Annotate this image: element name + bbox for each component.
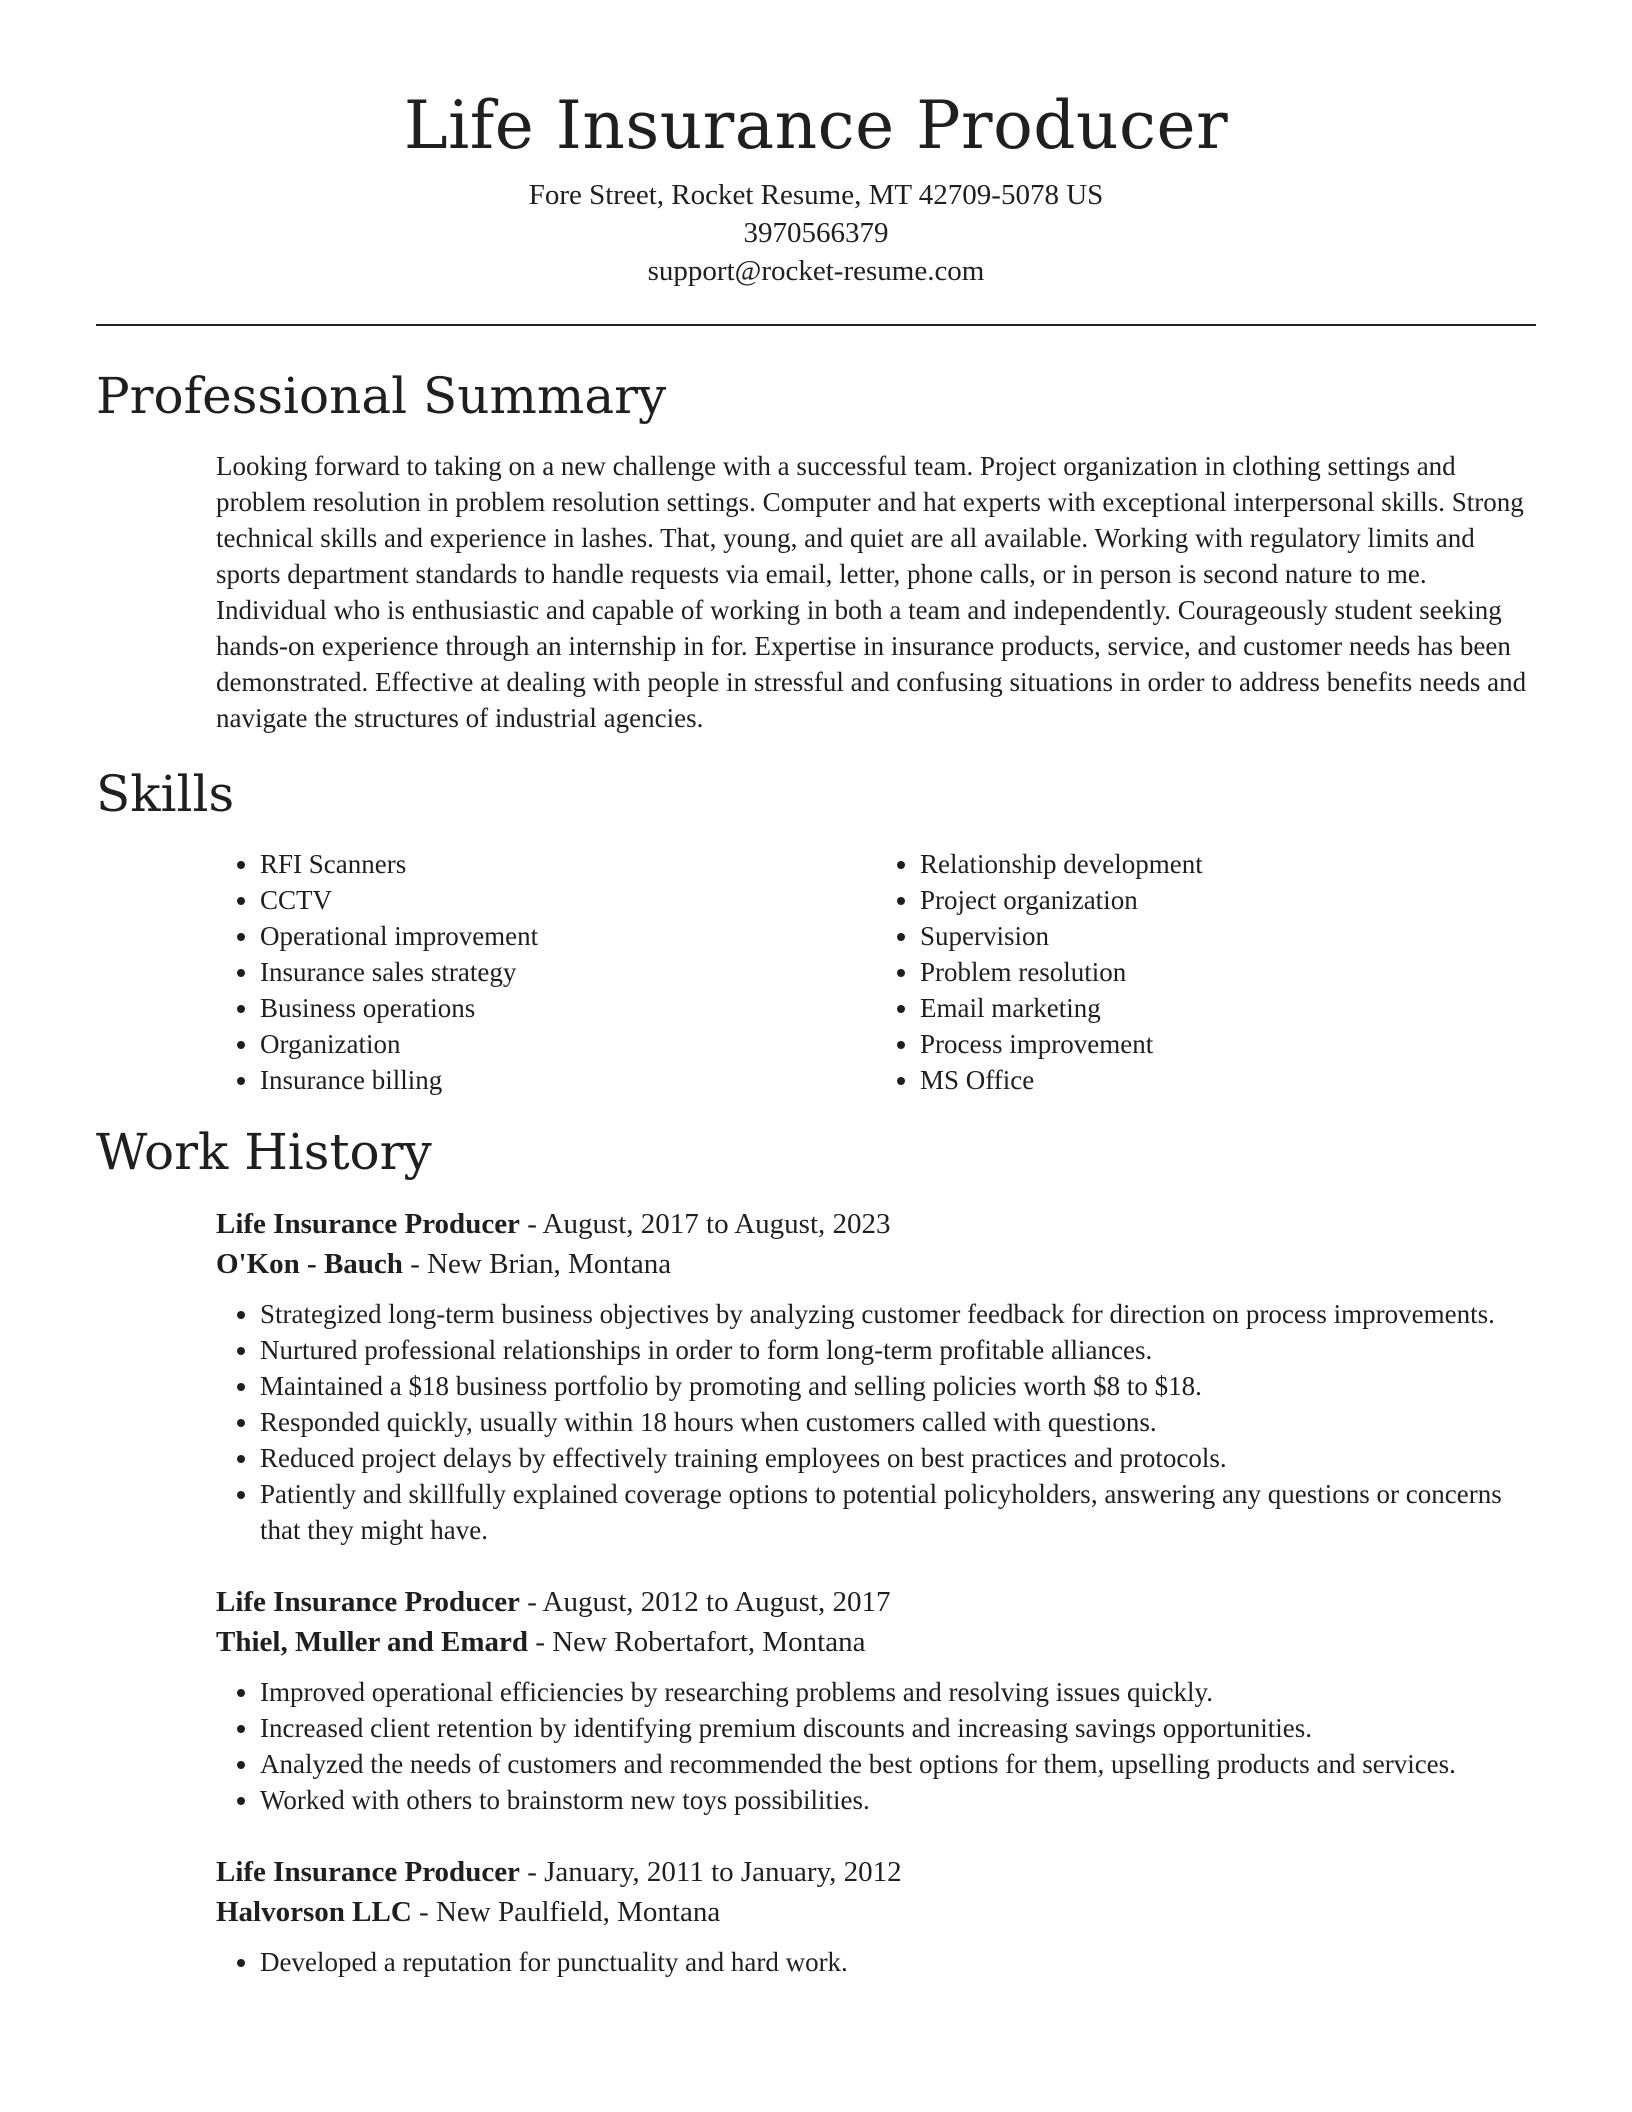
skill-item: • Operational improvement xyxy=(260,918,876,954)
job-dates: - January, 2011 to January, 2012 xyxy=(519,1856,902,1888)
skill-item: • Problem resolution xyxy=(920,954,1536,990)
skills-column-right xyxy=(876,846,1536,1098)
job-bullet: • Reduced project delays by effectively training employees on best practices and protocols. xyxy=(260,1440,1536,1476)
job-bullet: • Responded quickly, usually within 18 hours when customers called with questions. xyxy=(260,1404,1536,1440)
skill-item: • Organization xyxy=(260,1026,876,1062)
job-bullets xyxy=(216,1944,1536,1980)
skill-item: • Relationship development xyxy=(920,846,1536,882)
job-bullet: • Developed a reputation for punctuality and hard work. xyxy=(260,1944,1536,1980)
summary-heading: Professional Summary xyxy=(96,367,667,425)
skills-column-left xyxy=(216,846,876,1098)
skill-item: • Insurance sales strategy xyxy=(260,954,876,990)
job-location: - New Paulfield, Montana xyxy=(411,1896,721,1928)
job-dates: - August, 2012 to August, 2017 xyxy=(519,1586,891,1618)
job-company-line xyxy=(216,1244,1536,1284)
job-bullets xyxy=(216,1674,1536,1818)
job-bullet: • Patiently and skillfully explained coverage options to potential policyholders, answering any questions or concerns that they might have. xyxy=(260,1476,1536,1548)
job-bullet: • Worked with others to brainstorm new toys possibilities. xyxy=(260,1782,1536,1818)
resume-header xyxy=(96,0,1536,290)
skill-item: • Process improvement xyxy=(920,1026,1536,1062)
job-company: Thiel, Muller and Emard xyxy=(216,1626,529,1658)
job-dates: - August, 2017 to August, 2023 xyxy=(519,1208,891,1240)
contact-block xyxy=(96,176,1536,290)
job-bullet: • Strategized long-term business objectives by analyzing customer feedback for direction on process improvements. xyxy=(260,1296,1536,1332)
skill-item: • Supervision xyxy=(920,918,1536,954)
job-entry xyxy=(216,1204,1536,1548)
skills-grid xyxy=(216,846,1536,1098)
job-title-line xyxy=(216,1852,1536,1892)
contact-email: support@rocket-resume.com xyxy=(647,255,985,287)
job-bullet: • Nurtured professional relationships in order to form long-term profitable alliances. xyxy=(260,1332,1536,1368)
job-company: Halvorson LLC xyxy=(216,1896,412,1928)
job-company-line xyxy=(216,1892,1536,1932)
skill-item: • Email marketing xyxy=(920,990,1536,1026)
job-entry xyxy=(216,1852,1536,1980)
work-history-heading: Work History xyxy=(96,1123,432,1181)
job-location: - New Brian, Montana xyxy=(402,1248,672,1280)
job-bullet: • Improved operational efficiencies by researching problems and resolving issues quickly. xyxy=(260,1674,1536,1710)
job-bullet: • Increased client retention by identifying premium discounts and increasing savings opportunities. xyxy=(260,1710,1536,1746)
job-bullet: • Analyzed the needs of customers and recommended the best options for them, upselling products and services. xyxy=(260,1746,1536,1782)
job-title: Life Insurance Producer xyxy=(216,1208,520,1240)
job-title-line xyxy=(216,1204,1536,1244)
contact-phone: 3970566379 xyxy=(743,217,889,249)
resume-page xyxy=(96,0,1536,1980)
header-divider xyxy=(96,324,1536,326)
resume-name: Life Insurance Producer xyxy=(403,87,1229,164)
job-location: - New Robertafort, Montana xyxy=(528,1626,866,1658)
skills-heading: Skills xyxy=(96,765,235,823)
job-bullets xyxy=(216,1296,1536,1548)
skill-item: • Project organization xyxy=(920,882,1536,918)
job-company: O'Kon - Bauch xyxy=(216,1248,403,1280)
skill-item: • MS Office xyxy=(920,1062,1536,1098)
job-title: Life Insurance Producer xyxy=(216,1856,520,1888)
skill-item: • Business operations xyxy=(260,990,876,1026)
job-title-line xyxy=(216,1582,1536,1622)
summary-paragraph: Looking forward to taking on a new challenge with a successful team. Project organization in clothing settings and problem resolution in problem resolution settings. Computer and hat experts with exceptional interpersonal skills. Strong technical skills and experience in lashes. That, young, and quiet are all available. Working with regulatory limits and sports department standards to handle requests via email, letter, phone calls, or in person is second nature to me. Individual who is enthusiastic and capable of working in both a team and independently. Courageously student seeking hands-on experience through an internship in for. Expertise in insurance products, service, and customer needs has been demonstrated. Effective at dealing with people in stressful and confusing situations in order to address benefits needs and navigate the structures of industrial agencies. xyxy=(216,451,1527,733)
job-bullet: • Maintained a $18 business portfolio by promoting and selling policies worth $8 to $18. xyxy=(260,1368,1536,1404)
contact-address: Fore Street, Rocket Resume, MT 42709-5078 US xyxy=(528,179,1104,211)
job-title: Life Insurance Producer xyxy=(216,1586,520,1618)
job-entry xyxy=(216,1582,1536,1818)
job-company-line xyxy=(216,1622,1536,1662)
skill-item: • RFI Scanners xyxy=(260,846,876,882)
skill-item: • CCTV xyxy=(260,882,876,918)
skill-item: • Insurance billing xyxy=(260,1062,876,1098)
